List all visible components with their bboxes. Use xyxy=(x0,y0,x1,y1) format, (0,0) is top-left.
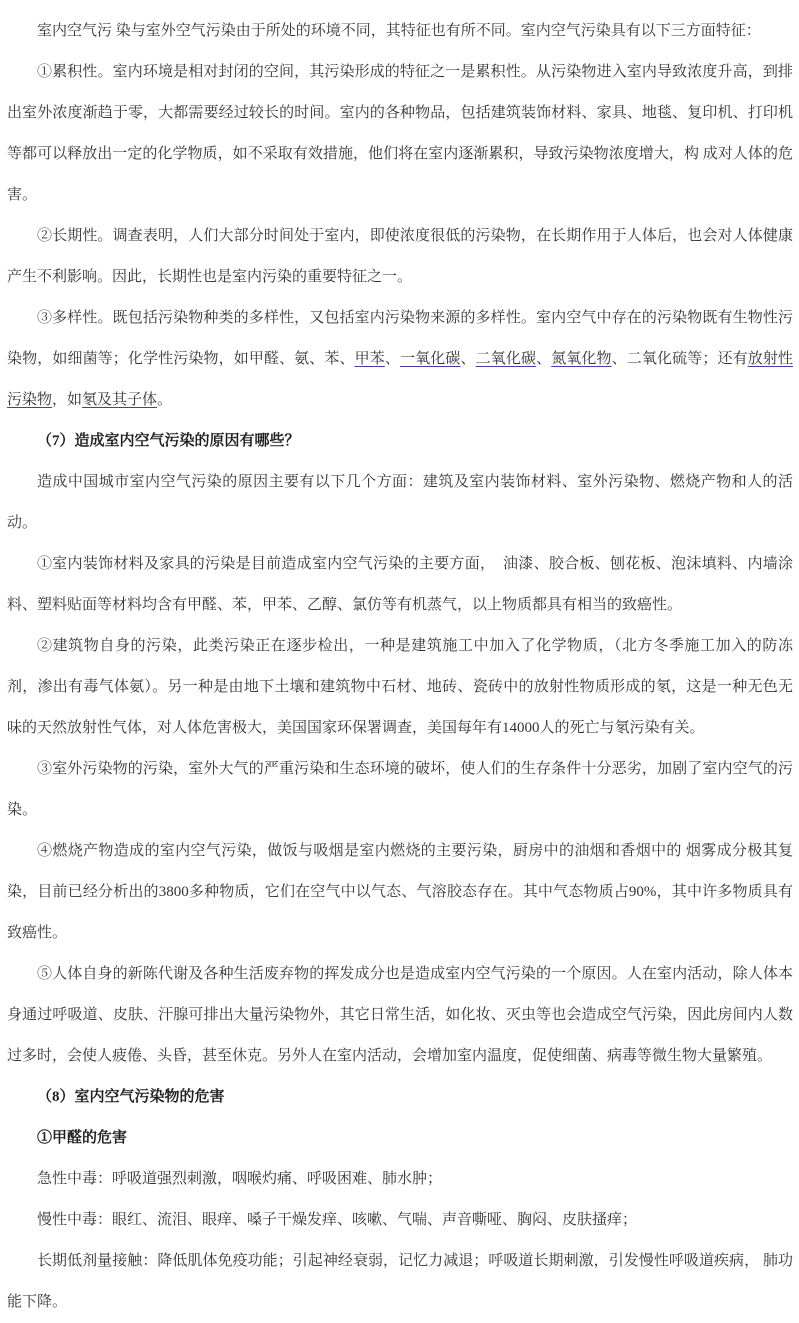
para-cause-3-outdoor-pollutants: ③室外污染物的污染，室外大气的严重污染和生态环境的破坏，使人们的生存条件十分恶劣，加剧了室内空气的污染。 xyxy=(7,761,793,818)
heading-7-causes: （7）造成室内空气污染的原因有哪些？ xyxy=(37,433,300,449)
feature-diversity-text: ③多样性。既包括污染物种类的多样性，又包括室内污染物来源的多样性。室内空气中存在的污染物既有生物性污染物，如细菌等；化学性污染物，如甲醛、氨、苯、 xyxy=(7,310,793,367)
feature-diversity-text: 、二氧化硫等；还有 xyxy=(611,351,748,367)
para-cause-1-decoration-materials: ①室内装饰材料及家具的污染是目前造成室内空气污染的主要方面， 油漆、胶合板、刨花板、泡沫填料、内墙涂料、塑料贴面等材料均含有甲醛、苯，甲苯、乙醇、氯仿等有机蒸气，以上物质都具有相当的致癌性。 xyxy=(7,556,793,613)
link-carbon-monoxide[interactable]: 一氧化碳 xyxy=(400,351,461,367)
feature-diversity-separator: 、 xyxy=(460,351,476,367)
para-feature-longterm: ②长期性。调查表明，人们大部分时间处于室内，即使浓度很低的污染物，在长期作用于人体后，也会对人体健康产生不利影响。因此，长期性也是室内污染的重要特征之一。 xyxy=(7,228,793,285)
para-chronic-poisoning: 慢性中毒：眼红、流泪、眼痒、嗓子干燥发痒、咳嗽、气喘、声音嘶哑、胸闷、皮肤搔痒； xyxy=(37,1212,638,1228)
para-acute-poisoning: 急性中毒：呼吸道强烈刺激，咽喉灼痛、呼吸困难、肺水肿； xyxy=(37,1171,443,1187)
link-radon-and-daughters[interactable]: 氡及其子体 xyxy=(82,392,158,408)
feature-diversity-period: 。 xyxy=(157,392,173,408)
para-cause-5-human-activity: ⑤人体自身的新陈代谢及各种生活废弃物的挥发成分也是造成室内空气污染的一个原因。人在室内活动，除人体本身通过呼吸道、皮肤、汗腺可排出大量污染物外，其它日常生活，如化妆、灭虫等也会造成空气污染，因此房间内人数过多时，会使人疲倦、头昏，甚至休克。另外人在室内活动，会增加室内温度，促使细菌、病毒等微生物大量繁殖。 xyxy=(7,966,793,1064)
feature-diversity-separator: 、 xyxy=(536,351,552,367)
para-longterm-low-dose-exposure: 长期低剂量接触：降低肌体免疫功能；引起神经衰弱，记忆力减退；呼吸道长期刺激，引发慢性呼吸道疾病， 肺功能下降。 xyxy=(7,1253,793,1310)
link-carbon-dioxide[interactable]: 二氧化碳 xyxy=(475,351,537,367)
heading-8-hazards: （8）室内空气污染物的危害 xyxy=(37,1089,225,1105)
para-cause-2-building-itself: ②建筑物自身的污染，此类污染正在逐步检出，一种是建筑施工中加入了化学物质，（北方冬季施工加入的防冻剂，渗出有毒气体氨）。另一种是由地下土壤和建筑物中石材、地砖、瓷砖中的放射性物质形成的氡，这是一种无色无味的天然放射性气体，对人体危害极大，美国国家环保署调查，美国每年有14000人的死亡与氡污染有关。 xyxy=(7,638,793,736)
feature-diversity-separator: 、 xyxy=(384,351,400,367)
link-nitrogen-oxides[interactable]: 氮氧化物 xyxy=(551,351,612,367)
link-radioactive-pollutants[interactable]: 放射性污染物 xyxy=(7,351,793,408)
para-causes-overview: 造成中国城市室内空气污染的原因主要有以下几个方面：建筑及室内装饰材料、室外污染物、燃烧产物和人的活动。 xyxy=(7,474,793,531)
para-intro: 室内空气污 染与室外空气污染由于所处的环境不同，其特征也有所不同。室内空气污染具有以下三方面特征： xyxy=(37,23,761,39)
para-feature-diversity xyxy=(7,298,793,421)
feature-diversity-text: ，如 xyxy=(52,392,83,408)
heading-formaldehyde-hazard: ①甲醛的危害 xyxy=(37,1130,128,1146)
para-feature-accumulation: ①累积性。室内环境是相对封闭的空间，其污染形成的特征之一是累积性。从污染物进入室内导致浓度升高，到排出室外浓度渐趋于零，大都需要经过较长的时间。室内的各种物品，包括建筑装饰材料、家具、地毯、复印机、打印机等都可以释放出一定的化学物质，如不采取有效措施，他们将在室内逐渐累积，导致污染物浓度增大，构 成对人体的危害。 xyxy=(7,64,793,203)
link-toluene[interactable]: 甲苯 xyxy=(354,351,385,367)
para-cause-4-combustion-products: ④燃烧产物造成的室内空气污染，做饭与吸烟是室内燃烧的主要污染，厨房中的油烟和香烟中的 烟雾成分极其复染，目前已经分析出的3800多种物质，它们在空气中以气态、气溶胶态存在。其中气态物质占90%，其中许多物质具有致癌性。 xyxy=(7,843,793,941)
